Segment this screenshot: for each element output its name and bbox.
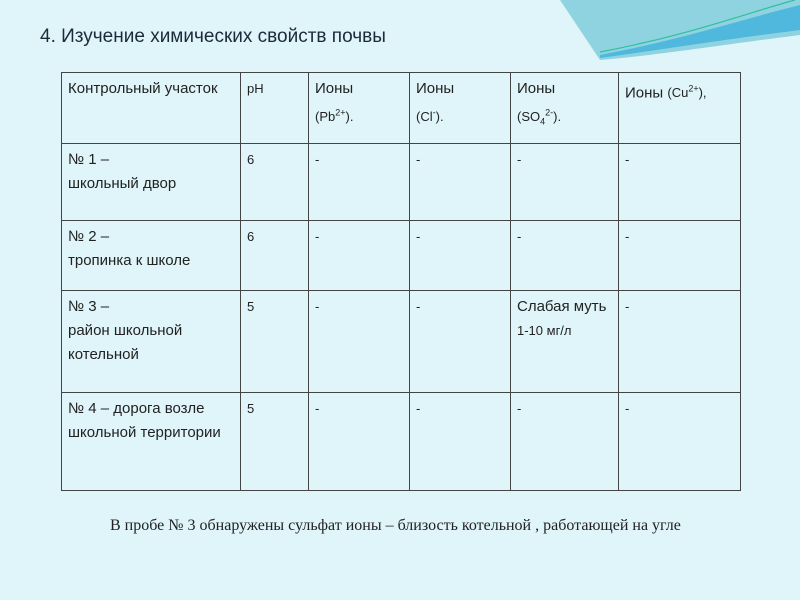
cell-so4: - — [511, 393, 619, 491]
header-cu: Ионы $(Cu^{2+})$, — [619, 73, 741, 144]
cell-pb: - — [309, 291, 410, 393]
cell-cu: - — [619, 144, 741, 221]
header-cl: Ионы (Cl-). — [410, 73, 511, 144]
table-row — [62, 144, 741, 221]
cell-cu: - — [619, 393, 741, 491]
table-row — [62, 221, 741, 291]
cell-site: № 4 – дорога возле школьной территории — [62, 393, 241, 491]
table-row — [62, 393, 741, 491]
table-row — [62, 291, 741, 393]
cell-so4: Слабая муть 1-10 мг/л — [511, 291, 619, 393]
cell-site: № 2 – тропинка к школе — [62, 221, 241, 291]
cell-cl: - — [410, 221, 511, 291]
cell-site: № 3 – район школьной котельной — [62, 291, 241, 393]
cell-pb: - — [309, 221, 410, 291]
cell-cl: - — [410, 144, 511, 221]
cell-pb: - — [309, 144, 410, 221]
cell-ph: 5 — [241, 291, 309, 393]
cell-pb: - — [309, 393, 410, 491]
cell-cu: - — [619, 291, 741, 393]
header-so4: Ионы $(SO_4^{2-})$. — [511, 73, 619, 144]
conclusion-note: В пробе № 3 обнаружены сульфат ионы – близость котельной , работающей на угле — [110, 517, 681, 534]
header-ph: pH — [241, 73, 309, 144]
soil-table — [61, 72, 741, 491]
cell-site: № 1 – школьный двор — [62, 144, 241, 221]
cell-cl: - — [410, 291, 511, 393]
cell-ph: 6 — [241, 144, 309, 221]
page-title: 4. Изучение химических свойств почвы — [40, 26, 386, 47]
table-header-row — [62, 73, 741, 144]
cell-so4: - — [511, 144, 619, 221]
header-pb: Ионы $(Pb^{2+})$. — [309, 73, 410, 144]
cell-ph: 6 — [241, 221, 309, 291]
header-site: Контрольный участок — [62, 73, 241, 144]
cell-cl: - — [410, 393, 511, 491]
cell-cu: - — [619, 221, 741, 291]
cell-ph: 5 — [241, 393, 309, 491]
cell-so4: - — [511, 221, 619, 291]
